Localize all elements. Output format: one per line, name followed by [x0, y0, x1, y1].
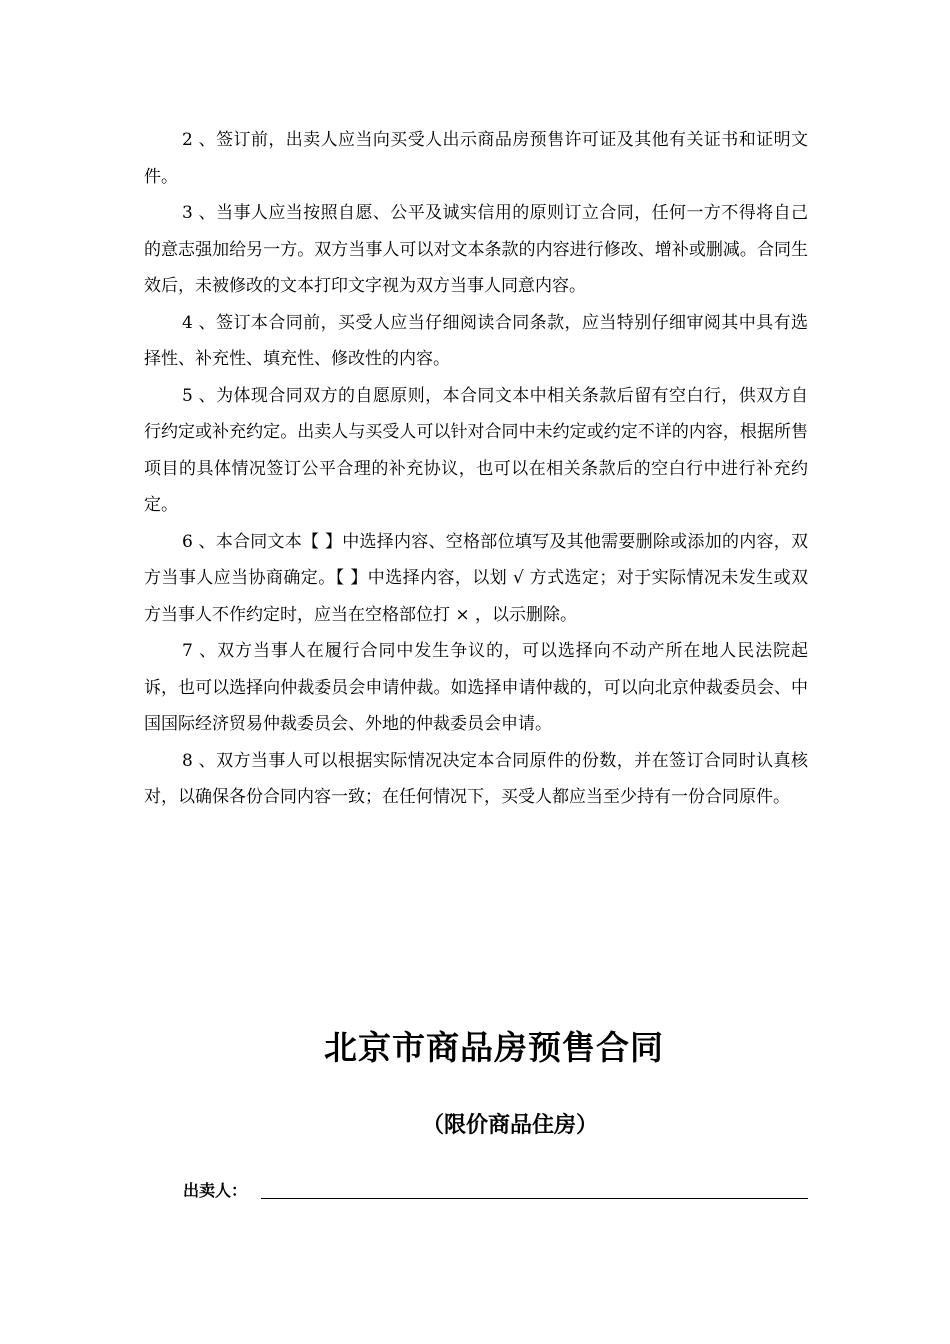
instruction-item-2: 2 、签订前，出卖人应当向买受人出示商品房预售许可证及其他有关证书和证明文件。: [144, 130, 808, 187]
instruction-item-4: 4 、签订本合同前，买受人应当仔细阅读合同条款，应当特别仔细审阅其中具有选择性、补充性、填充性、修改性的内容。: [144, 312, 808, 369]
instruction-item-5: 5 、为体现合同双方的自愿原则，本合同文本中相关条款后留有空白行，供双方自行约定或补充约定。出卖人与买受人可以针对合同中未约定或约定不详的内容，根据所售项目的具体情况签订公平合理的补充协议，也可以在相关条款后的空白行中进行补充约定。: [144, 385, 808, 515]
contract-instructions: [144, 122, 808, 816]
instruction-item-8: 8 、双方当事人可以根据实际情况决定本合同原件的份数，并在签订合同时认真核对，以确保各份合同内容一致；在任何情况下，买受人都应当至少持有一份合同原件。: [144, 750, 808, 807]
seller-label: 出卖人：: [183, 1181, 248, 1200]
instruction-item-3: 3 、当事人应当按照自愿、公平及诚实信用的原则订立合同，任何一方不得将自己的意志强加给另一方。双方当事人可以对文本条款的内容进行修改、增补或删减。合同生效后，未被修改的文本打印文字视为双方当事人同意内容。: [144, 203, 808, 296]
contract-title: 北京市商品房预售合同: [324, 1028, 664, 1067]
contract-subtitle: （限价商品住房）: [421, 1113, 598, 1138]
instruction-item-7: 7 、双方当事人在履行合同中发生争议的，可以选择向不动产所在地人民法院起诉，也可以选择向仲裁委员会申请仲裁。如选择申请仲裁的，可以向北京仲裁委员会、中国国际经济贸易仲裁委员会、外地的仲裁委员会申请。: [144, 641, 808, 734]
seller-blank-line[interactable]: [261, 1198, 808, 1199]
instruction-item-6: 6 、本合同文本【 】中选择内容、空格部位填写及其他需要删除或添加的内容，双方当事人应当协商确定。【 】中选择内容，以划 √ 方式选定；对于实际情况未发生或双方当事人不作约定时，应当在空格部位打 × ，以示删除。: [144, 531, 808, 625]
seller-field: [183, 1176, 808, 1206]
